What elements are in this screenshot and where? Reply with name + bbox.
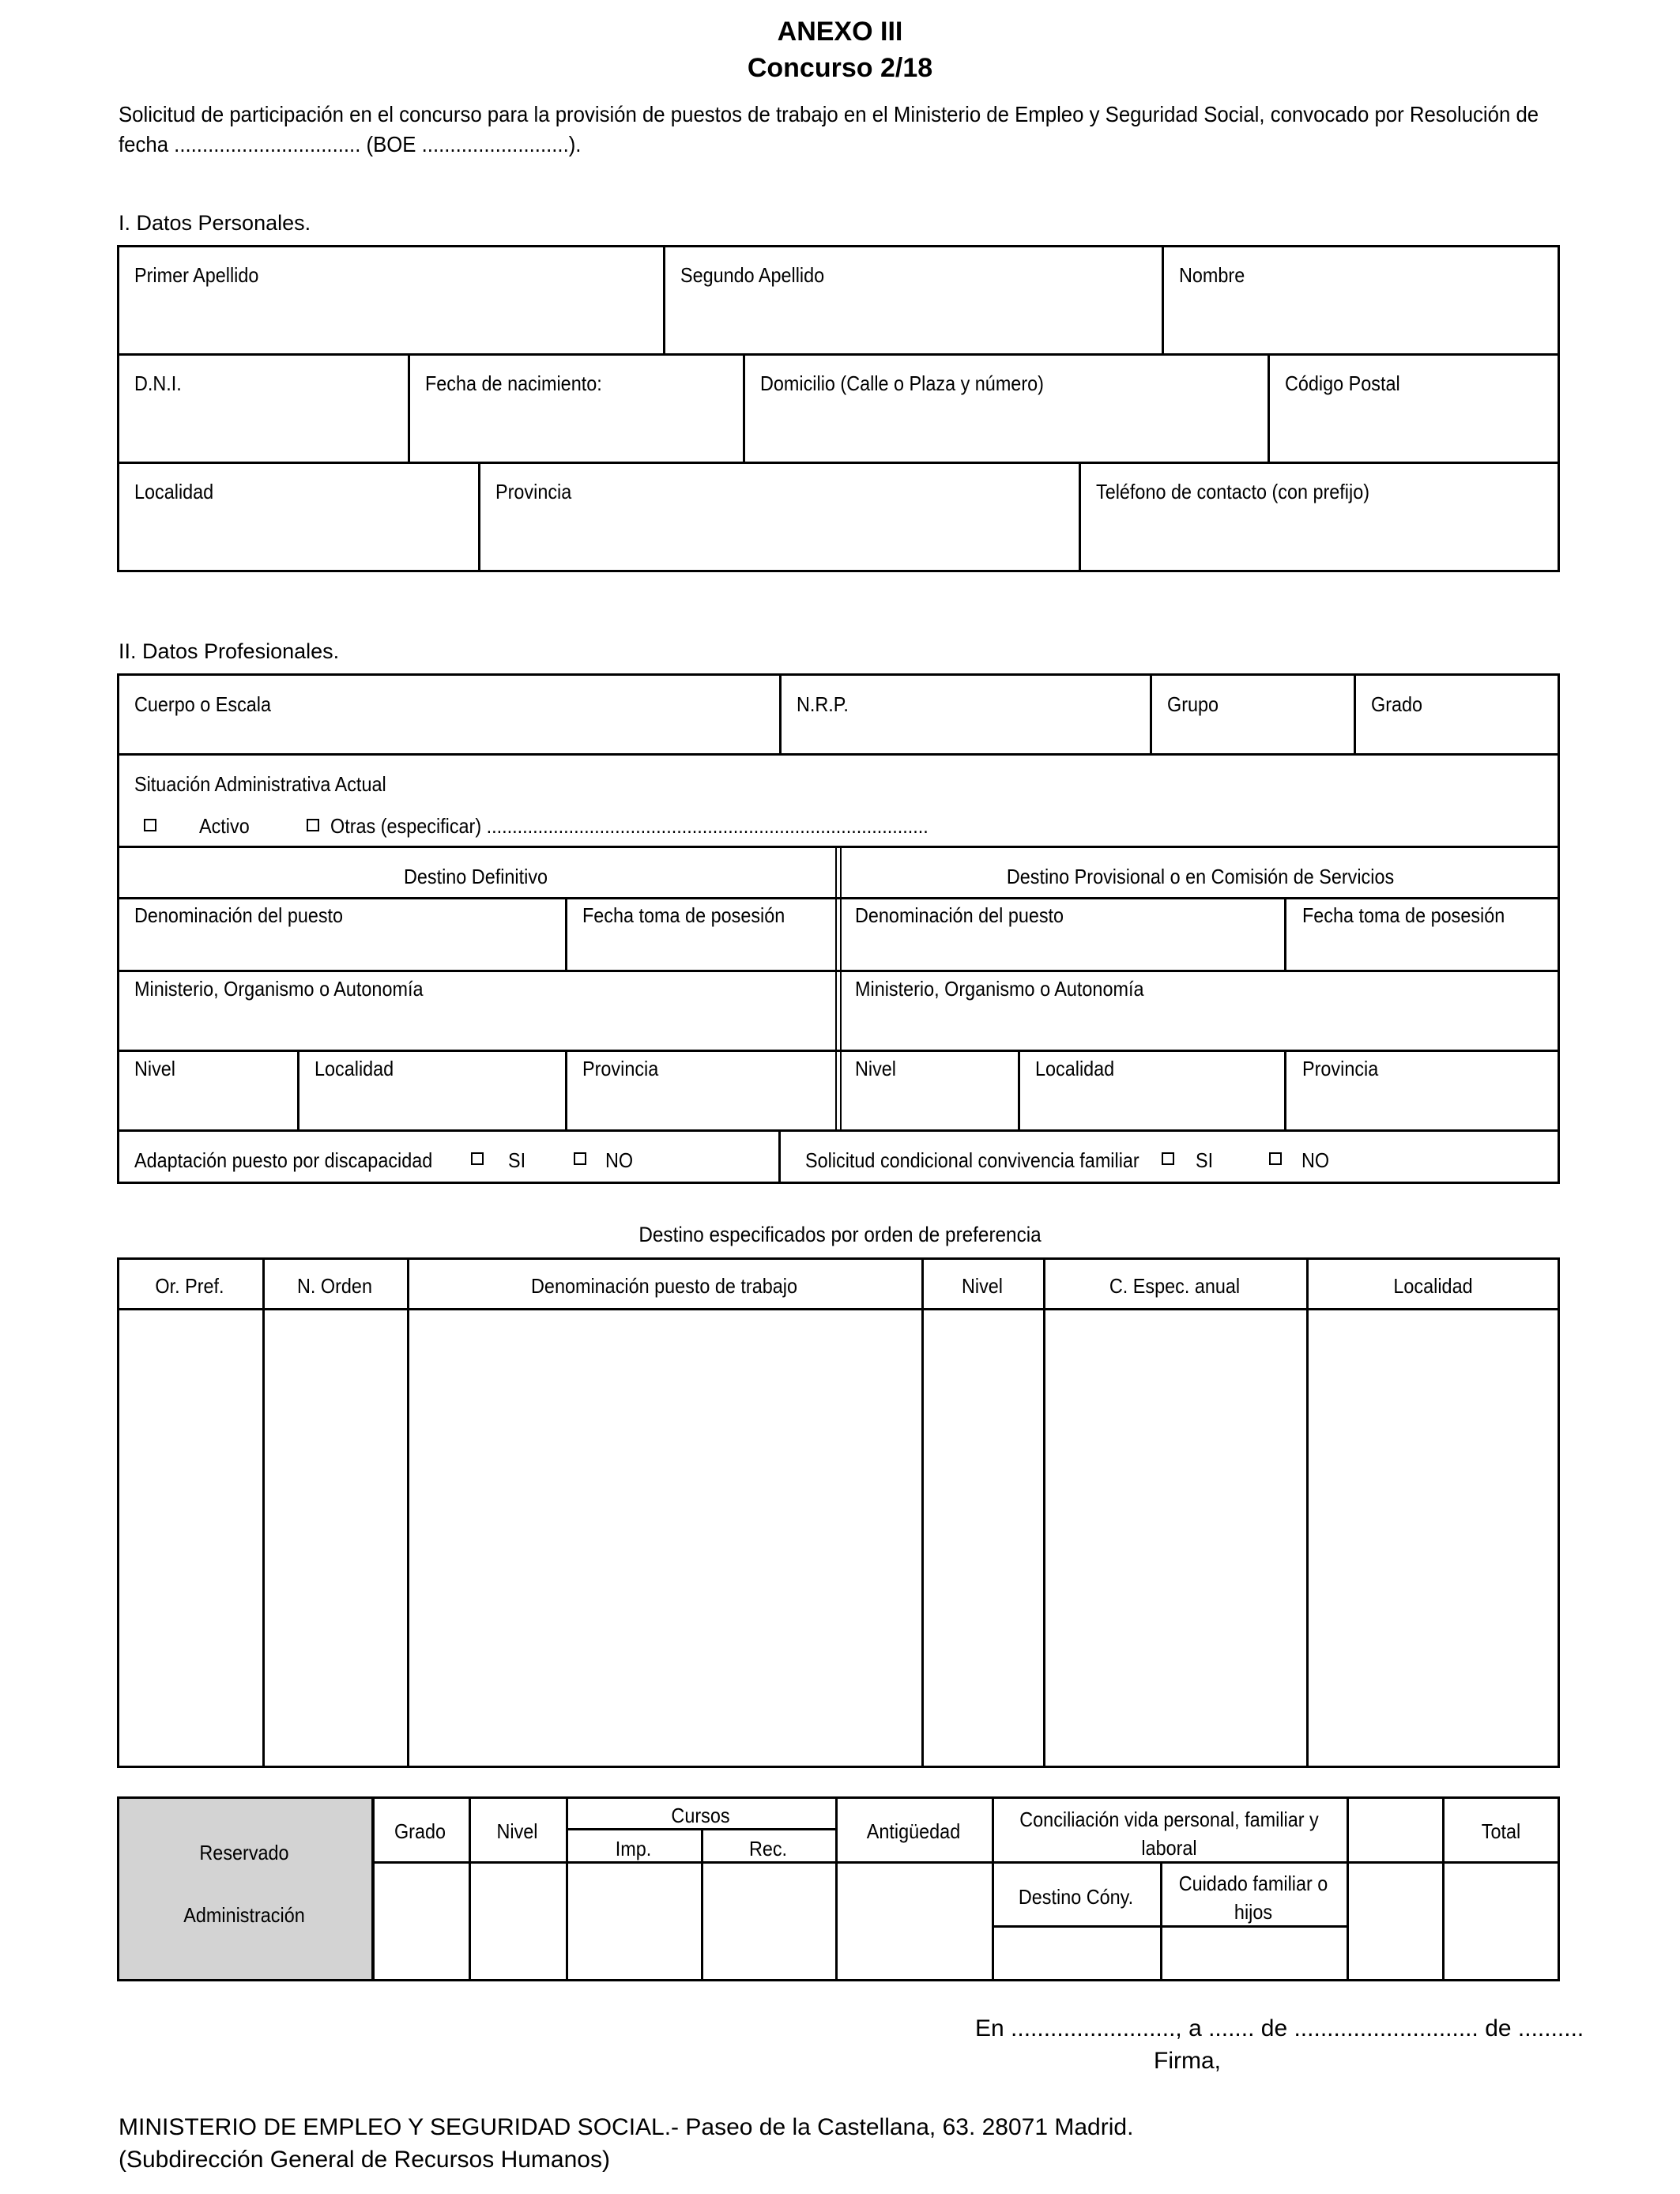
col-divider bbox=[478, 462, 480, 572]
footer-subdirection: (Subdirección General de Recursos Humanos) bbox=[119, 2147, 610, 2173]
def-nivel-field[interactable]: Nivel bbox=[134, 1057, 176, 1080]
col-divider bbox=[1268, 353, 1270, 462]
col-divider bbox=[1160, 1862, 1162, 1981]
col-divider bbox=[1079, 462, 1081, 572]
personal-section-title: I. Datos Personales. bbox=[119, 211, 311, 235]
col-divider bbox=[408, 353, 410, 462]
row-divider bbox=[117, 1129, 1560, 1132]
def-ministerio-field[interactable]: Ministerio, Organismo o Autonomía bbox=[134, 977, 424, 1001]
admin-rec-header: Rec. bbox=[748, 1837, 788, 1860]
primer-apellido-field[interactable]: Primer Apellido bbox=[134, 263, 259, 287]
provincia-field[interactable]: Provincia bbox=[495, 480, 572, 503]
prov-fecha-toma-field[interactable]: Fecha toma de posesión bbox=[1302, 903, 1505, 927]
condicional-no-label: NO bbox=[1301, 1148, 1330, 1172]
solicitud-condicional-label: Solicitud condicional convivencia familiar bbox=[805, 1148, 1139, 1172]
col-divider bbox=[371, 1796, 375, 1981]
col-divider bbox=[407, 1257, 409, 1768]
col-divider bbox=[566, 1796, 568, 1981]
double-divider bbox=[835, 846, 842, 1129]
col-divider bbox=[1018, 1050, 1020, 1130]
admin-cuidado-header: Cuidado familiar o hijos bbox=[1178, 1872, 1328, 1924]
prov-ministerio-field[interactable]: Ministerio, Organismo o Autonomía bbox=[855, 977, 1144, 1001]
admin-conciliacion-header: Conciliación vida personal, familiar y laboral bbox=[1019, 1808, 1319, 1860]
admin-imp-header: Imp. bbox=[615, 1837, 652, 1860]
col-divider bbox=[1284, 897, 1286, 971]
otras-checkbox[interactable] bbox=[307, 819, 319, 831]
col-divider bbox=[565, 1050, 567, 1130]
grado-field[interactable]: Grado bbox=[1371, 692, 1423, 716]
row-divider bbox=[117, 353, 1560, 356]
row-divider bbox=[117, 753, 1560, 756]
admin-antiguedad-header: Antigüedad bbox=[866, 1819, 961, 1843]
prov-localidad-field[interactable]: Localidad bbox=[1035, 1057, 1115, 1080]
telefono-field[interactable]: Teléfono de contacto (con prefijo) bbox=[1096, 480, 1370, 503]
prov-provincia-field[interactable]: Provincia bbox=[1302, 1057, 1379, 1080]
col-divider bbox=[1442, 1796, 1445, 1981]
intro-line-2: fecha ................................. (BOE ..........................). bbox=[119, 132, 582, 156]
admin-table bbox=[117, 1796, 1560, 1981]
col-divider bbox=[779, 673, 782, 754]
col-denominacion: Denominación puesto de trabajo bbox=[531, 1274, 797, 1298]
col-n-orden: N. Orden bbox=[297, 1274, 372, 1298]
administracion-label: Administración bbox=[183, 1903, 305, 1927]
dni-field[interactable]: D.N.I. bbox=[134, 371, 182, 395]
col-localidad: Localidad bbox=[1393, 1274, 1473, 1298]
preferences-title: Destino especificados por orden de preferencia bbox=[638, 1223, 1042, 1246]
col-divider bbox=[565, 897, 567, 971]
segundo-apellido-field[interactable]: Segundo Apellido bbox=[680, 263, 825, 287]
place-date-line[interactable]: En ........................., a ....... de ............................ de .......... bbox=[975, 2015, 1584, 2041]
col-divider bbox=[1284, 1050, 1286, 1130]
nrp-field[interactable]: N.R.P. bbox=[797, 692, 849, 716]
codigo-postal-field[interactable]: Código Postal bbox=[1285, 371, 1400, 395]
col-divider bbox=[835, 1796, 838, 1981]
admin-destino-cony-header: Destino Cóny. bbox=[1018, 1885, 1134, 1909]
col-divider bbox=[469, 1796, 471, 1981]
destino-definitivo-header: Destino Definitivo bbox=[403, 865, 548, 888]
header-divider bbox=[117, 1308, 1560, 1310]
adaptacion-si-label: SI bbox=[508, 1148, 526, 1172]
header-divider bbox=[371, 1861, 1560, 1864]
preferences-table bbox=[117, 1257, 1560, 1768]
row-divider bbox=[117, 970, 1560, 972]
def-provincia-field[interactable]: Provincia bbox=[582, 1057, 659, 1080]
col-divider bbox=[778, 1129, 781, 1183]
firma-label: Firma, bbox=[1154, 2048, 1221, 2074]
col-c-espec: C. Espec. anual bbox=[1109, 1274, 1241, 1298]
adaptacion-label: Adaptación puesto por discapacidad bbox=[134, 1148, 433, 1172]
col-divider bbox=[992, 1796, 994, 1981]
destino-provisional-header: Destino Provisional o en Comisión de Servicios bbox=[1006, 865, 1395, 888]
adaptacion-si-checkbox[interactable] bbox=[471, 1152, 484, 1165]
adaptacion-no-checkbox[interactable] bbox=[574, 1152, 586, 1165]
reservado-label: Reservado bbox=[199, 1841, 289, 1864]
def-denominacion-field[interactable]: Denominación del puesto bbox=[134, 903, 344, 927]
col-divider bbox=[743, 353, 745, 462]
col-divider bbox=[701, 1829, 703, 1981]
situacion-label: Situación Administrativa Actual bbox=[134, 772, 386, 796]
condicional-si-checkbox[interactable] bbox=[1162, 1152, 1174, 1165]
nombre-field[interactable]: Nombre bbox=[1179, 263, 1245, 287]
col-divider bbox=[1347, 1796, 1349, 1981]
fecha-nacimiento-field[interactable]: Fecha de nacimiento: bbox=[425, 371, 602, 395]
def-fecha-toma-field[interactable]: Fecha toma de posesión bbox=[582, 903, 785, 927]
contest-title: Concurso 2/18 bbox=[747, 53, 933, 83]
admin-grado-header: Grado bbox=[394, 1819, 446, 1843]
prov-nivel-field[interactable]: Nivel bbox=[855, 1057, 897, 1080]
grupo-field[interactable]: Grupo bbox=[1167, 692, 1219, 716]
row-divider bbox=[117, 897, 1560, 899]
col-divider bbox=[1354, 673, 1356, 754]
admin-nivel-header: Nivel bbox=[496, 1819, 538, 1843]
adaptacion-no-label: NO bbox=[605, 1148, 634, 1172]
col-divider bbox=[1162, 245, 1164, 354]
prov-denominacion-field[interactable]: Denominación del puesto bbox=[855, 903, 1064, 927]
col-or-pref: Or. Pref. bbox=[155, 1274, 224, 1298]
domicilio-field[interactable]: Domicilio (Calle o Plaza y número) bbox=[760, 371, 1044, 395]
def-localidad-field[interactable]: Localidad bbox=[315, 1057, 394, 1080]
annex-title: ANEXO III bbox=[777, 17, 903, 47]
col-nivel: Nivel bbox=[961, 1274, 1004, 1298]
professional-section-title: II. Datos Profesionales. bbox=[119, 639, 340, 663]
personal-data-table bbox=[117, 245, 1560, 572]
intro-line-1: Solicitud de participación en el concurso para la provisión de puestos de trabajo en el Ministerio de Empleo y Seguridad Social, convocado por Resolución de bbox=[119, 102, 1539, 126]
col-divider bbox=[1043, 1257, 1045, 1768]
footer-address: MINISTERIO DE EMPLEO Y SEGURIDAD SOCIAL.- Paseo de la Castellana, 63. 28071 Madrid. bbox=[119, 2114, 1134, 2140]
otras-label[interactable]: Otras (especificar) ...................................................................................... bbox=[330, 814, 929, 838]
col-divider bbox=[1306, 1257, 1309, 1768]
cursos-divider bbox=[566, 1828, 835, 1830]
activo-checkbox[interactable] bbox=[144, 819, 156, 831]
row-divider bbox=[117, 462, 1560, 464]
condicional-si-label: SI bbox=[1196, 1148, 1214, 1172]
cuerpo-escala-field[interactable]: Cuerpo o Escala bbox=[134, 692, 272, 716]
admin-cursos-header: Cursos bbox=[671, 1804, 730, 1827]
col-divider bbox=[1150, 673, 1152, 754]
admin-total-header: Total bbox=[1481, 1819, 1521, 1843]
localidad-field[interactable]: Localidad bbox=[134, 480, 214, 503]
row-divider bbox=[117, 1050, 1560, 1052]
col-divider bbox=[297, 1050, 299, 1130]
condicional-no-checkbox[interactable] bbox=[1269, 1152, 1282, 1165]
col-divider bbox=[921, 1257, 924, 1768]
col-divider bbox=[262, 1257, 265, 1768]
col-divider bbox=[663, 245, 665, 354]
activo-label: Activo bbox=[199, 814, 250, 838]
